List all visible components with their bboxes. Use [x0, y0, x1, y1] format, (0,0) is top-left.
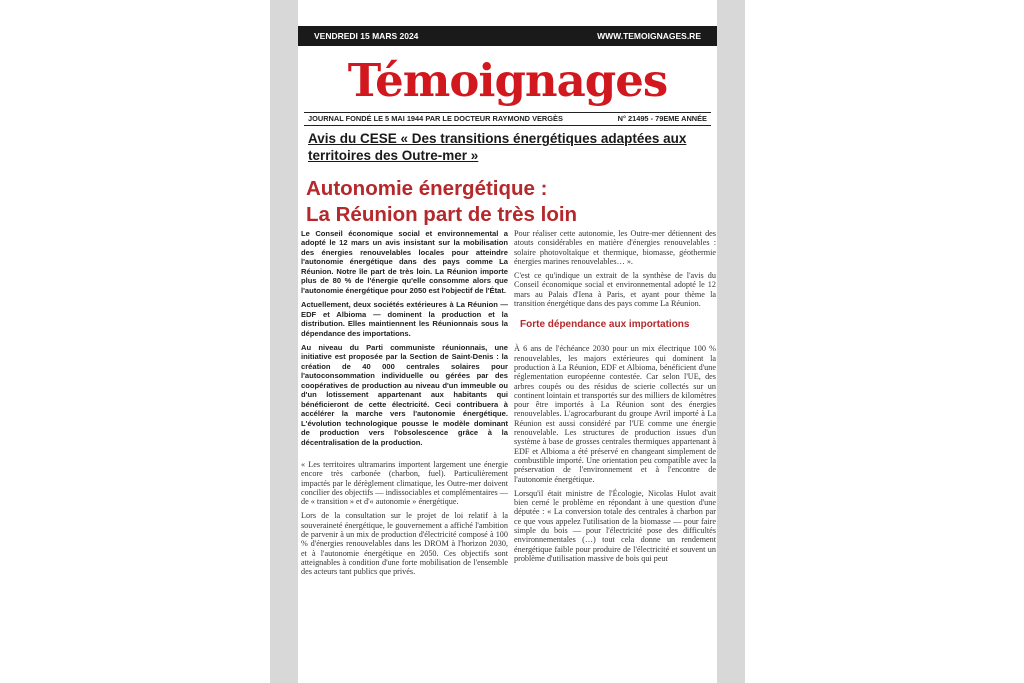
website-link[interactable]: WWW.TEMOIGNAGES.RE — [597, 31, 701, 41]
body-paragraph: Lors de la consultation sur le projet de loi relatif à la souveraineté énergétique, le gouvernement a affiché l'ambition de parvenir à un mix de production d'électricité composé à 100 % d'énergies renouvelables dans les DROM à l'horizon 2030, et à l'autonomie énergétique en 2050. Ces objectifs sont atteignables à condition d'une forte mobilisation de l'ensemble des acteurs tant publics que privés. — [301, 511, 508, 577]
left-margin-band — [270, 0, 298, 683]
top-bar — [298, 26, 717, 46]
article-headline — [306, 176, 706, 228]
divider — [304, 125, 711, 126]
newspaper-page — [298, 0, 717, 683]
section-subheading: Forte dépendance aux importations — [520, 319, 690, 331]
founded-text: JOURNAL FONDÉ LE 5 MAI 1944 PAR LE DOCTEUR RAYMOND VERGÈS — [308, 114, 563, 123]
lead-paragraph: Actuellement, deux sociétés extérieures à La Réunion — EDF et Albioma — dominent la production et la distribution. Elles maintiennent les Réunionnais sous la dépendance des importations. — [301, 300, 508, 338]
body-paragraph: C'est ce qu'indique un extrait de la synthèse de l'avis du Conseil économique social et environnemental adopté le 12 mars au Palais d'Iena à Paris, et ayant pour thème la transition énergétique dans des pays comme La Réunion. — [514, 271, 716, 309]
deck-text: Avis du CESE « Des transitions énergétiques adaptées aux territoires des Outre-mer » — [308, 131, 687, 163]
body-paragraph: À 6 ans de l'échéance 2030 pour un mix électrique 100 % renouvelables, les majors extérieures qui dominent la production à La Réunion, EDF et Albioma, bénéficient d'une réglementation européenne contestée. Car selon l'UE, des arbres coupés ou des résidus de scierie collectés sur un continent lointain et transportés sur des milliers de kilomètres pour être importés à La Réunion sont des énergies renouvelables. L'agrocarburant du groupe Avril importé à La Réunion est aussi considéré par l'UE comme une énergie renouvelable. Les structures de production issues d'un système à base de grosses centrales thermiques appartenant à EDF et Albioma a été préservé en changeant simplement de combustible importé. Une orientation peu compatible avec la préservation de l'environnement et à l'encontre de l'autonomie énergétique. — [514, 344, 716, 484]
right-margin-band — [717, 0, 745, 683]
column-left — [301, 229, 508, 582]
founding-line — [298, 113, 717, 125]
body-paragraph: « Les territoires ultramarins importent largement une énergie encore très carbonée (charbon, fuel). Particulièrement impactés par le dérèglement climatique, les Outre-mer doivent concilier des objectifs — indissociables et complémentaires — de « transition » et d'« autonomie » énergétique. — [301, 459, 508, 507]
headline-line-2: La Réunion part de très loin — [306, 203, 578, 226]
headline-line-1: Autonomie énergétique : — [306, 177, 548, 200]
column-right — [514, 229, 716, 568]
body-paragraph: Pour réaliser cette autonomie, les Outre-mer détiennent des atouts considérables en matière d'énergies renouvelables : solaire photovoltaïque et thermique, biomasse, géothermie énergies marines renouvelables… ». — [514, 229, 716, 266]
article-deck — [308, 130, 713, 164]
lead-paragraph: Au niveau du Parti communiste réunionnais, une initiative est proposée par la Section de Saint-Denis : la création de 40 000 centrales solaires pour l'autoconsommation individuelle ou gérées par des coopératives de production au niveau d'un immeuble ou d'un lotissement appartenant aux habitants qui bénéficieront de cette électricité. Ceci contribuera à accélérer la marche vers l'autonomie énergétique. L'évolution technologique pousse le modèle dominant de production vers l'obsolescence grâce à la décentralisation de la production. — [301, 342, 508, 447]
body-paragraph: Lorsqu'il était ministre de l'Écologie, Nicolas Hulot avait bien cerné le problème en répondant à une question d'une députée : « La conversion totale des centrales à charbon par ce que vous appelez l'utilisation de la biomasse — pour faire simple du bois — pour l'électricité pose des difficultés environnementales (…) tout cela donne un rendement énergétique faible pour produire de l'électricité et souvent un problème d'utilisation massive de bois qui peut — [514, 488, 716, 563]
masthead-logo: Témoignages — [347, 54, 668, 107]
issue-number: N° 21495 - 79EME ANNÉE — [617, 114, 707, 123]
issue-date: VENDREDI 15 MARS 2024 — [314, 31, 419, 41]
lead-paragraph: Le Conseil économique social et environnemental a adopté le 12 mars un avis insistant sur la mobilisation des énergies renouvelables locales pour atteindre l'autonomie énergétique dans des pays comme La Réunion. Notre île part de très loin. La Réunion importe plus de 80 % de l'énergie qu'elle consomme alors que l'autonomie énergétique pour 2050 est l'objectif de l'État. — [301, 229, 508, 295]
